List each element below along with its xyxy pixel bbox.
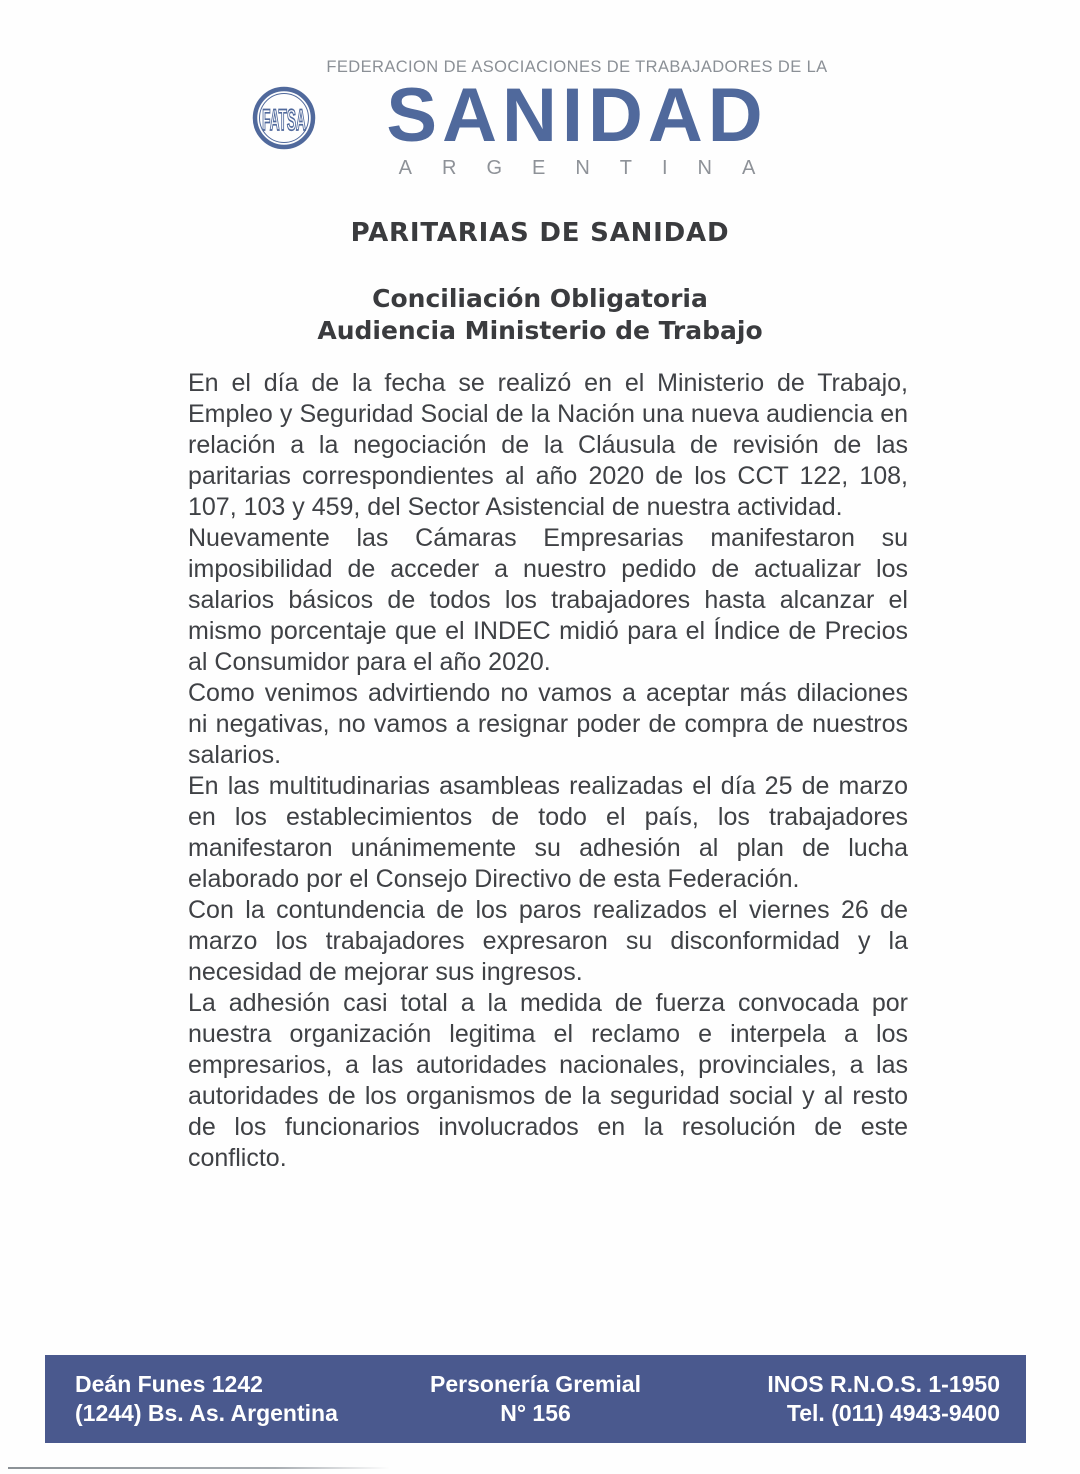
federation-name: FEDERACION DE ASOCIACIONES DE TRABAJADORES DE LA <box>326 58 828 76</box>
footer-inos-line-1: INOS R.N.O.S. 1-1950 <box>767 1371 1000 1397</box>
footer-personeria-line-2: N° 156 <box>500 1400 571 1426</box>
document-subtitle <box>0 283 1080 347</box>
body-paragraph: En el día de la fecha se realizó en el Ministerio de Trabajo, Empleo y Seguridad Social de la Nación una nueva audiencia en relación a la negociación de la Cláusula de revisión de las paritarias correspondientes al año 2020 de los CCT 122, 108, 107, 103 y 459, del Sector Asistencial de nuestra actividad. <box>188 369 908 521</box>
document-body <box>188 368 908 1174</box>
footer-inos-line-2: Tel. (011) 4943-9400 <box>786 1400 1000 1426</box>
scan-artifact-line <box>8 1467 390 1469</box>
fatsa-logo-icon <box>252 86 316 155</box>
document-title: PARITARIAS DE SANIDAD <box>350 218 730 248</box>
footer-bar <box>45 1355 1026 1443</box>
footer-address <box>45 1370 385 1428</box>
footer-inos <box>686 1370 1026 1428</box>
body-paragraph: Nuevamente las Cámaras Empresarias manifestaron su imposibilidad de acceder a nuestro pedido de actualizar los salarios básicos de todos los trabajadores hasta alcanzar el mismo porcentaje que el INDEC midió para el Índice de Precios al Consumidor para el año 2020. <box>188 524 908 676</box>
body-paragraph: Como venimos advirtiendo no vamos a aceptar más dilaciones ni negativas, no vamos a resignar poder de compra de nuestros salarios. <box>188 679 908 769</box>
footer-personeria <box>385 1370 686 1428</box>
fatsa-monogram-text: FATSA <box>262 102 307 137</box>
brand-argentina: ARGENTINA <box>398 157 786 179</box>
footer-address-line-2: (1244) Bs. As. Argentina <box>75 1400 338 1426</box>
letterhead <box>0 58 1080 180</box>
subtitle-line-2: Audiencia Ministerio de Trabajo <box>317 316 763 345</box>
footer-personeria-line-1: Personería Gremial <box>430 1371 641 1397</box>
body-paragraph: Con la contundencia de los paros realizados el viernes 26 de marzo los trabajadores expresaron su disconformidad y la necesidad de mejorar sus ingresos. <box>188 896 908 986</box>
body-paragraph: La adhesión casi total a la medida de fuerza convocada por nuestra organización legitima el reclamo e interpela a los empresarios, a las autoridades nacionales, provinciales, a las autoridades de los organismos de la seguridad social y al resto de los funcionarios involucrados en la resolución de este conflicto. <box>188 989 908 1172</box>
footer-address-line-1: Deán Funes 1242 <box>75 1371 263 1397</box>
body-paragraph: En las multitudinarias asambleas realizadas el día 25 de marzo en los establecimientos de todo el país, los trabajadores manifestaron unánimemente su adhesión al plan de lucha elaborado por el Consejo Directivo de esta Federación. <box>188 772 908 893</box>
brand-sanidad: SANIDAD <box>386 73 768 158</box>
brand-block <box>326 58 827 180</box>
subtitle-line-1: Conciliación Obligatoria <box>372 284 708 313</box>
